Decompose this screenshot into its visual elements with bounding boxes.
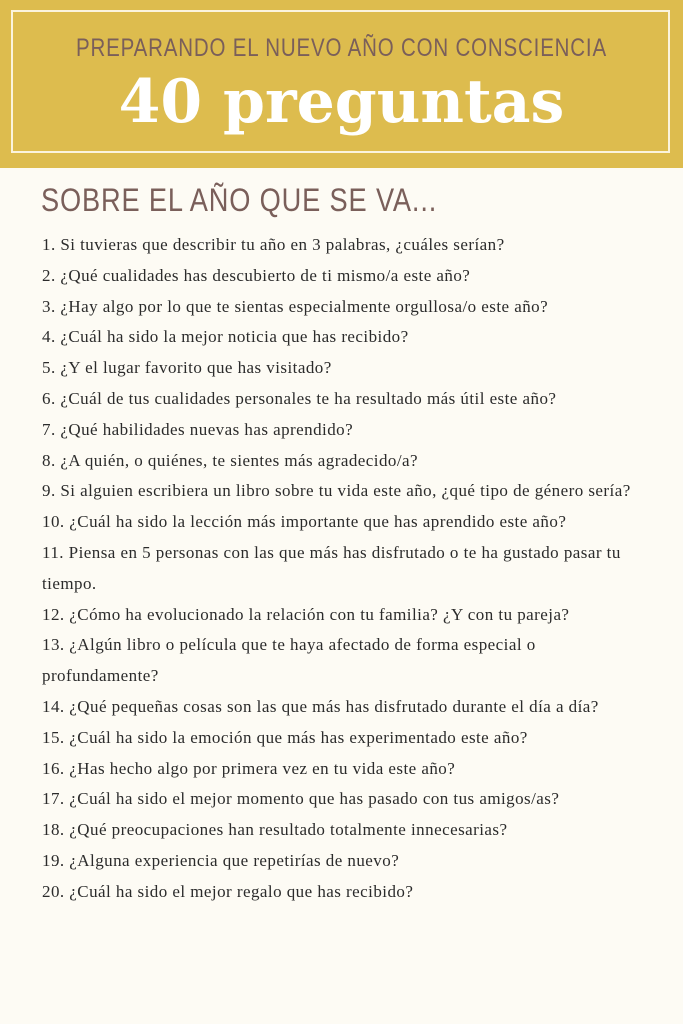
- question-item: 9. Si alguien escribiera un libro sobre tu vida este año, ¿qué tipo de género sería?: [42, 481, 631, 501]
- header-banner: [0, 0, 683, 168]
- question-item: 13. ¿Algún libro o película que te haya afectado de forma especial o profundamente?: [42, 635, 536, 686]
- question-item: 4. ¿Cuál ha sido la mejor noticia que has recibido?: [42, 327, 409, 347]
- question-item: 1. Si tuvieras que describir tu año en 3 palabras, ¿cuáles serían?: [42, 235, 505, 254]
- question-item: 12. ¿Cómo ha evolucionado la relación con tu familia? ¿Y con tu pareja?: [42, 604, 570, 624]
- page-title: 40 preguntas: [118, 67, 565, 137]
- question-item: 17. ¿Cuál ha sido el mejor momento que has pasado con tus amigos/as?: [42, 789, 560, 809]
- page-subtitle: PREPARANDO EL NUEVO AÑO CON CONSCIENCIA: [76, 34, 607, 62]
- question-list: [42, 230, 654, 908]
- question-item: 3. ¿Hay algo por lo que te sientas especialmente orgullosa/o este año?: [42, 296, 549, 316]
- question-item: 11. Piensa en 5 personas con las que más has disfrutado o te ha gustado pasar tu tiempo.: [42, 542, 621, 593]
- question-item: 16. ¿Has hecho algo por primera vez en tu vida este año?: [42, 758, 456, 778]
- question-item: 8. ¿A quién, o quiénes, te sientes más agradecido/a?: [42, 450, 419, 470]
- question-item: 5. ¿Y el lugar favorito que has visitado?: [42, 358, 332, 378]
- question-item: 6. ¿Cuál de tus cualidades personales te ha resultado más útil este año?: [42, 388, 557, 408]
- question-item: 18. ¿Qué preocupaciones han resultado totalmente innecesarias?: [42, 820, 508, 840]
- question-item: 14. ¿Qué pequeñas cosas son las que más has disfrutado durante el día a día?: [42, 696, 599, 716]
- question-item: 15. ¿Cuál ha sido la emoción que más has experimentado este año?: [42, 727, 528, 747]
- question-item: 19. ¿Alguna experiencia que repetirías de nuevo?: [42, 850, 400, 870]
- question-item: 10. ¿Cuál ha sido la lección más importante que has aprendido este año?: [42, 512, 567, 532]
- question-item: 20. ¿Cuál ha sido el mejor regalo que has recibido?: [42, 881, 414, 901]
- question-item: 7. ¿Qué habilidades nuevas has aprendido?: [42, 419, 354, 439]
- question-item: 2. ¿Qué cualidades has descubierto de ti mismo/a este año?: [42, 265, 471, 285]
- section-heading: SOBRE EL AÑO QUE SE VA...: [41, 182, 438, 218]
